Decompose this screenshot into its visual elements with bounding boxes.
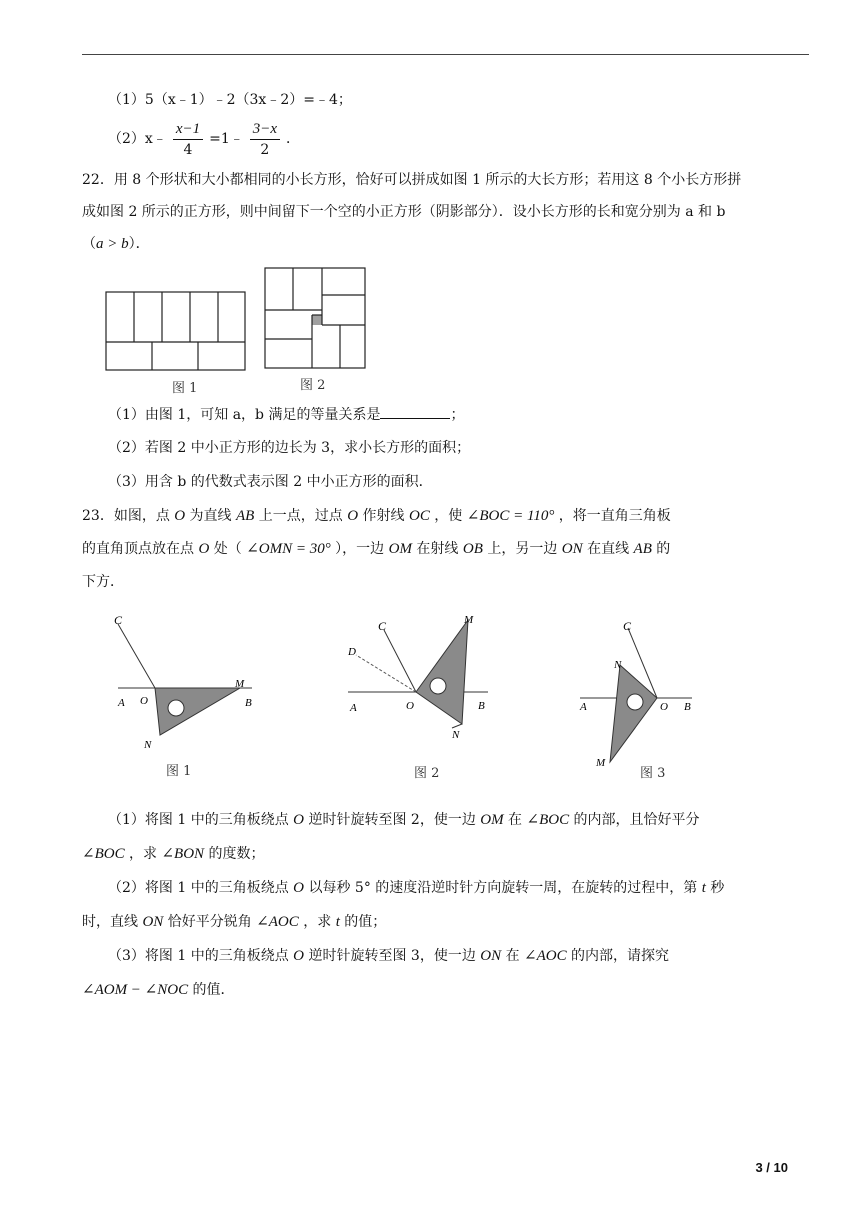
q23-figure1 [114,613,252,751]
t: ，将一直角三角板 [554,508,671,524]
label-m: M [235,678,245,690]
q23-fig2-caption: 图 2 [414,766,440,781]
q22-sub1 [108,404,464,425]
math-angle-aoc: ∠AOC [524,948,567,964]
q21-part2 [108,118,300,160]
q23-sub2 [108,878,724,898]
math-om: OM [388,541,412,557]
t: （3）将图 1 中的三角板绕点 [108,948,294,964]
small-square-shaded [312,315,322,325]
t: （2）将图 1 中的三角板绕点 [108,880,294,896]
t: 的直角顶点放在点 [82,541,199,557]
q23-sub3-cont [82,980,235,1000]
q22-sub1-text: （1）由图 1，可知 a，b 满足的等量关系是 [108,407,381,423]
t: 在直线 [582,541,634,557]
q23-fig3-caption: 图 3 [640,766,666,781]
t: 秒 [705,880,725,896]
math-o: O [198,541,210,557]
label-b: B [684,701,691,713]
math-angle-bon: ∠BON [161,846,205,862]
math-on: ON [480,948,502,964]
t: 以每秒 5° 的速度沿逆时针方向旋转一周，在旋转的过程中，第 [304,880,702,896]
label-c: C [378,619,387,633]
label-m: M [596,757,606,769]
math-o: O [293,880,305,896]
q23-line1 [82,506,671,526]
q23-figure3 [579,619,692,769]
t: 处（ [209,541,247,557]
label-b: B [478,700,485,712]
label-n: N [614,659,622,671]
label-a: A [580,701,587,713]
q21-part2-mid: =1﹣ [209,131,244,147]
q22-line3 [82,234,150,254]
t: 逆时针旋转至图 2，使一边 [304,812,481,828]
math-o: O [293,948,305,964]
t: 的值； [339,914,387,930]
t: 作射线 [358,508,409,524]
fraction-1-numerator: x−1 [173,119,203,140]
q22-figure2 [265,268,365,368]
label-a: A [118,697,125,709]
header-rule [82,54,809,55]
math-angle-aoc: ∠AOC [256,914,299,930]
q22-line2: 成如图 2 所示的正方形，则中间留下一个空的小正方形（阴影部分）．设小长方形的长和宽分别为 a 和 b [82,204,726,220]
q23-sub1-cont [82,844,265,864]
q23-sub3 [108,946,669,966]
math-o: O [293,812,305,828]
fraction-2 [250,119,280,160]
q22-figure1 [106,292,245,370]
q23-sub1 [108,810,700,830]
label-o: O [660,701,668,713]
label-o: O [140,695,148,707]
q22-sub3: （3）用含 b 的代数式表示图 2 中小正方形的面积． [108,474,433,490]
q22-fig2-caption: 图 2 [300,378,326,393]
q21-part2-lead: （2）x﹣ [108,131,167,147]
t: 的度数； [204,846,265,862]
q23-figure2 [347,614,488,741]
label-b: B [245,697,252,709]
math-o: O [347,508,359,524]
q23-figures [100,610,720,790]
q22-line3-close: ）． [128,236,150,252]
t: 在射线 [411,541,463,557]
t: 逆时针旋转至图 3，使一边 [304,948,481,964]
q21-part1-text: （1）5（x﹣1）﹣2（3x﹣2）=﹣4； [108,92,352,108]
q22-sub1-end: ； [450,407,465,423]
label-o: O [406,700,414,712]
label-c: C [114,613,123,627]
t: 在 [501,948,525,964]
q22-line3-open: （ [82,236,96,252]
q23-fig1-caption: 图 1 [166,764,192,779]
t: 在 [503,812,527,828]
fraction-2-denominator: 2 [260,141,270,158]
label-c: C [623,619,632,633]
q23-line2 [82,539,670,559]
answer-blank[interactable] [380,404,450,419]
math-on: ON [142,914,164,930]
q22-condition: a > b [96,236,129,252]
label-n: N [452,729,460,741]
t: 23．如图，点 [82,508,175,524]
math-angle-difference: ∠AOM − ∠NOC [82,982,189,998]
t: ，使 [429,508,467,524]
t: 的值． [188,982,235,998]
q23-line3: 下方． [82,574,124,590]
math-angle-boc: ∠BOC [526,812,570,828]
q22-figures [100,262,400,378]
fraction-1 [173,119,203,160]
math-angle-omn-30: ∠OMN = 30° [246,541,331,557]
t: 上一点，过点 [254,508,348,524]
t: 的 [651,541,671,557]
math-t: t [701,880,706,896]
page-number: 3 / 10 [755,1160,788,1175]
math-angle-boc: ∠BOC [82,846,125,862]
math-o: O [174,508,186,524]
label-m: M [464,614,474,626]
label-d: D [348,646,356,658]
math-t: t [335,914,340,930]
q21-part1 [108,90,352,110]
math-angle-boc-110: ∠BOC = 110° [466,508,555,524]
t: 恰好平分锐角 [163,914,257,930]
label-a: A [350,702,357,714]
q22-sub2: （2）若图 2 中小正方形的边长为 3，求小长方形的面积； [108,440,471,456]
math-ab: AB [236,508,255,524]
t: ，求 [124,846,162,862]
t: ，求 [298,914,336,930]
math-ab: AB [633,541,652,557]
t: ），一边 [330,541,389,557]
t: 的内部，请探究 [566,948,670,964]
t: 时，直线 [82,914,143,930]
fraction-1-denominator: 4 [183,141,193,158]
q22-fig1-caption: 图 1 [172,381,198,396]
q23-sub2-cont [82,912,386,932]
math-oc: OC [409,508,430,524]
q21-part2-end: ． [286,131,301,147]
t: 的内部，且恰好平分 [569,812,700,828]
math-om: OM [480,812,504,828]
t: 上，另一边 [482,541,562,557]
label-n: N [144,739,152,751]
fraction-2-numerator: 3−x [250,119,280,140]
t: 为直线 [185,508,237,524]
math-on: ON [561,541,583,557]
math-ob: OB [462,541,483,557]
q22-line1: 22．用 8 个形状和大小都相同的小长方形，恰好可以拼成如图 1 所示的大长方形；若用这 8 个小长方形拼 [82,172,742,188]
t: （1）将图 1 中的三角板绕点 [108,812,294,828]
